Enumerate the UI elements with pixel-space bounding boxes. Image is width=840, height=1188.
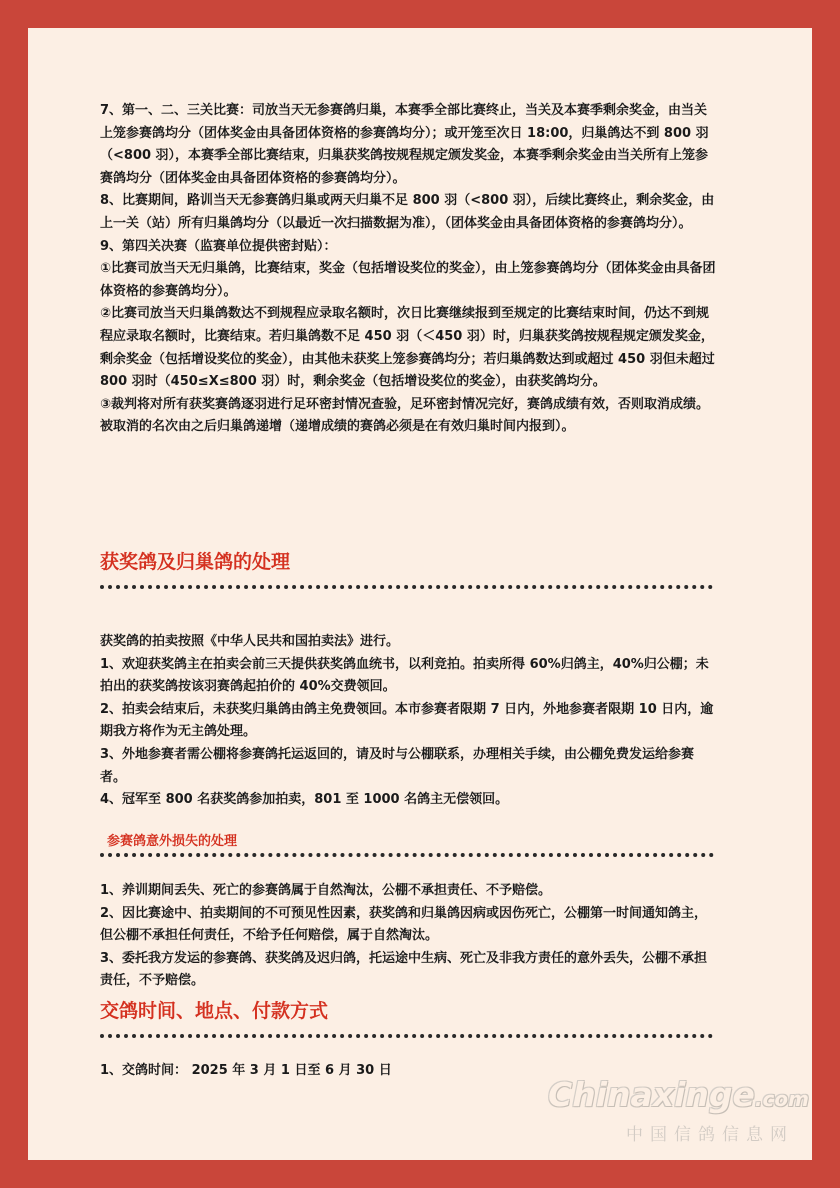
section-competition-rules [100,100,720,439]
watermark-brand: Chinaxinge [548,1075,755,1114]
section-awards [100,631,720,812]
watermark-suffix: .com [754,1087,809,1111]
divider-awards [100,585,713,589]
delivery-time: 1、交鸽时间： 2025 年 3 月 1 日至 6 月 30 日 [100,1063,392,1078]
divider-delivery [100,1034,713,1038]
awards-item-4: 4、冠军至 800 名获奖鸽参加拍卖，801 至 1000 名鸽主无偿领回。 [100,792,509,808]
rule-9-item-1: ①比赛司放当天无归巢鸽，比赛结束，奖金（包括增设奖位的奖金），由上笼参赛鸽均分（团体奖金由具备团体资格的参赛鸽均分）。 [100,261,716,299]
heading-loss: 参赛鸽意外损失的处理 [107,834,238,849]
awards-item-3: 3、外地参赛者需公棚将参赛鸽托运返回的，请及时与公棚联系，办理相关手续，由公棚免费发运给参赛者。 [100,746,695,785]
watermark-subtitle: 中国信鸽信息网 [626,1125,794,1145]
divider-loss [100,853,714,857]
rule-9-item-2: ②比赛司放当天归巢鸽数达不到规程应录取名额时，次日比赛继续报到至规定的比赛结束时间，仍达不到规程应录取名额时，比赛结束。若归巢鸽数不足 450 羽（＜450 羽）时，归巢获奖鸽按规程规定颁发奖金，剩余奖金（包括增设奖位的奖金），由其他未获奖上笼参赛鸽均分；若归巢鸽数达到或超过 450 羽但未超过 800 羽时（450≤X≤800 羽）时，剩余奖金（包括增设奖位的奖金），由获奖鸽均分。 [100,306,715,390]
heading-delivery: 交鸽时间、地点、付款方式 [100,1000,329,1022]
awards-item-1: 1、欢迎获奖鸽主在拍卖会前三天提供获奖鸽血统书，以利竞拍。拍卖所得 60%归鸽主，40%归公棚；未拍出的获奖鸽按该羽赛鸽起拍价的 40%交费领回。 [100,656,709,695]
heading-awards: 获奖鸽及归巢鸽的处理 [100,551,291,573]
loss-item-1: 1、养训期间丢失、死亡的参赛鸽属于自然淘汰，公棚不承担责任、不予赔偿。 [100,883,552,898]
awards-item-2: 2、拍卖会结束后，未获奖归巢鸽由鸽主免费领回。本市参赛者限期 7 日内，外地参赛者限期 10 日内，逾期我方将作为无主鸽处理。 [100,701,714,740]
rule-8: 8、比赛期间，路训当天无参赛鸽归巢或两天归巢不足 800 羽（<800 羽），后续比赛终止，剩余奖金，由上一关（站）所有归巢鸽均分（以最近一次扫描数据为准），（团体奖金由具备团体资格的参赛鸽均分）。 [100,193,715,231]
rule-7: 7、第一、二、三关比赛：司放当天无参赛鸽归巢，本赛季全部比赛终止，当关及本赛季剩余奖金，由当关上笼参赛鸽均分（团体奖金由具备团体资格的参赛鸽均分）；或开笼至次日 18:00，归巢鸽达不到 800 羽（<800 羽），本赛季全部比赛结束，归巢获奖鸽按规程规定颁发奖金，本赛季剩余奖金由当关所有上笼参赛鸽均分（团体奖金由具备团体资格的参赛鸽均分）。 [100,103,709,186]
loss-item-2: 2、因比赛途中、拍卖期间的不可预见性因素，获奖鸽和归巢鸽因病或因伤死亡，公棚第一时间通知鸽主，但公棚不承担任何责任，不给予任何赔偿，属于自然淘汰。 [100,905,708,944]
loss-item-3: 3、委托我方发运的参赛鸽、获奖鸽及迟归鸽，托运途中生病、死亡及非我方责任的意外丢失，公棚不承担责任，不予赔偿。 [100,950,708,989]
watermark-logo [548,1075,809,1114]
section-loss [100,880,720,993]
rule-9-item-3: ③裁判将对所有获奖赛鸽逐羽进行足环密封情况查验，足环密封情况完好，赛鸽成绩有效，否则取消成绩。被取消的名次由之后归巢鸽递增（递增成绩的赛鸽必须是在有效归巢时间内报到）。 [100,396,710,435]
rule-9: 9、第四关决赛（监赛单位提供密封贴）： [100,238,337,254]
awards-intro: 获奖鸽的拍卖按照《中华人民共和国拍卖法》进行。 [100,634,400,649]
